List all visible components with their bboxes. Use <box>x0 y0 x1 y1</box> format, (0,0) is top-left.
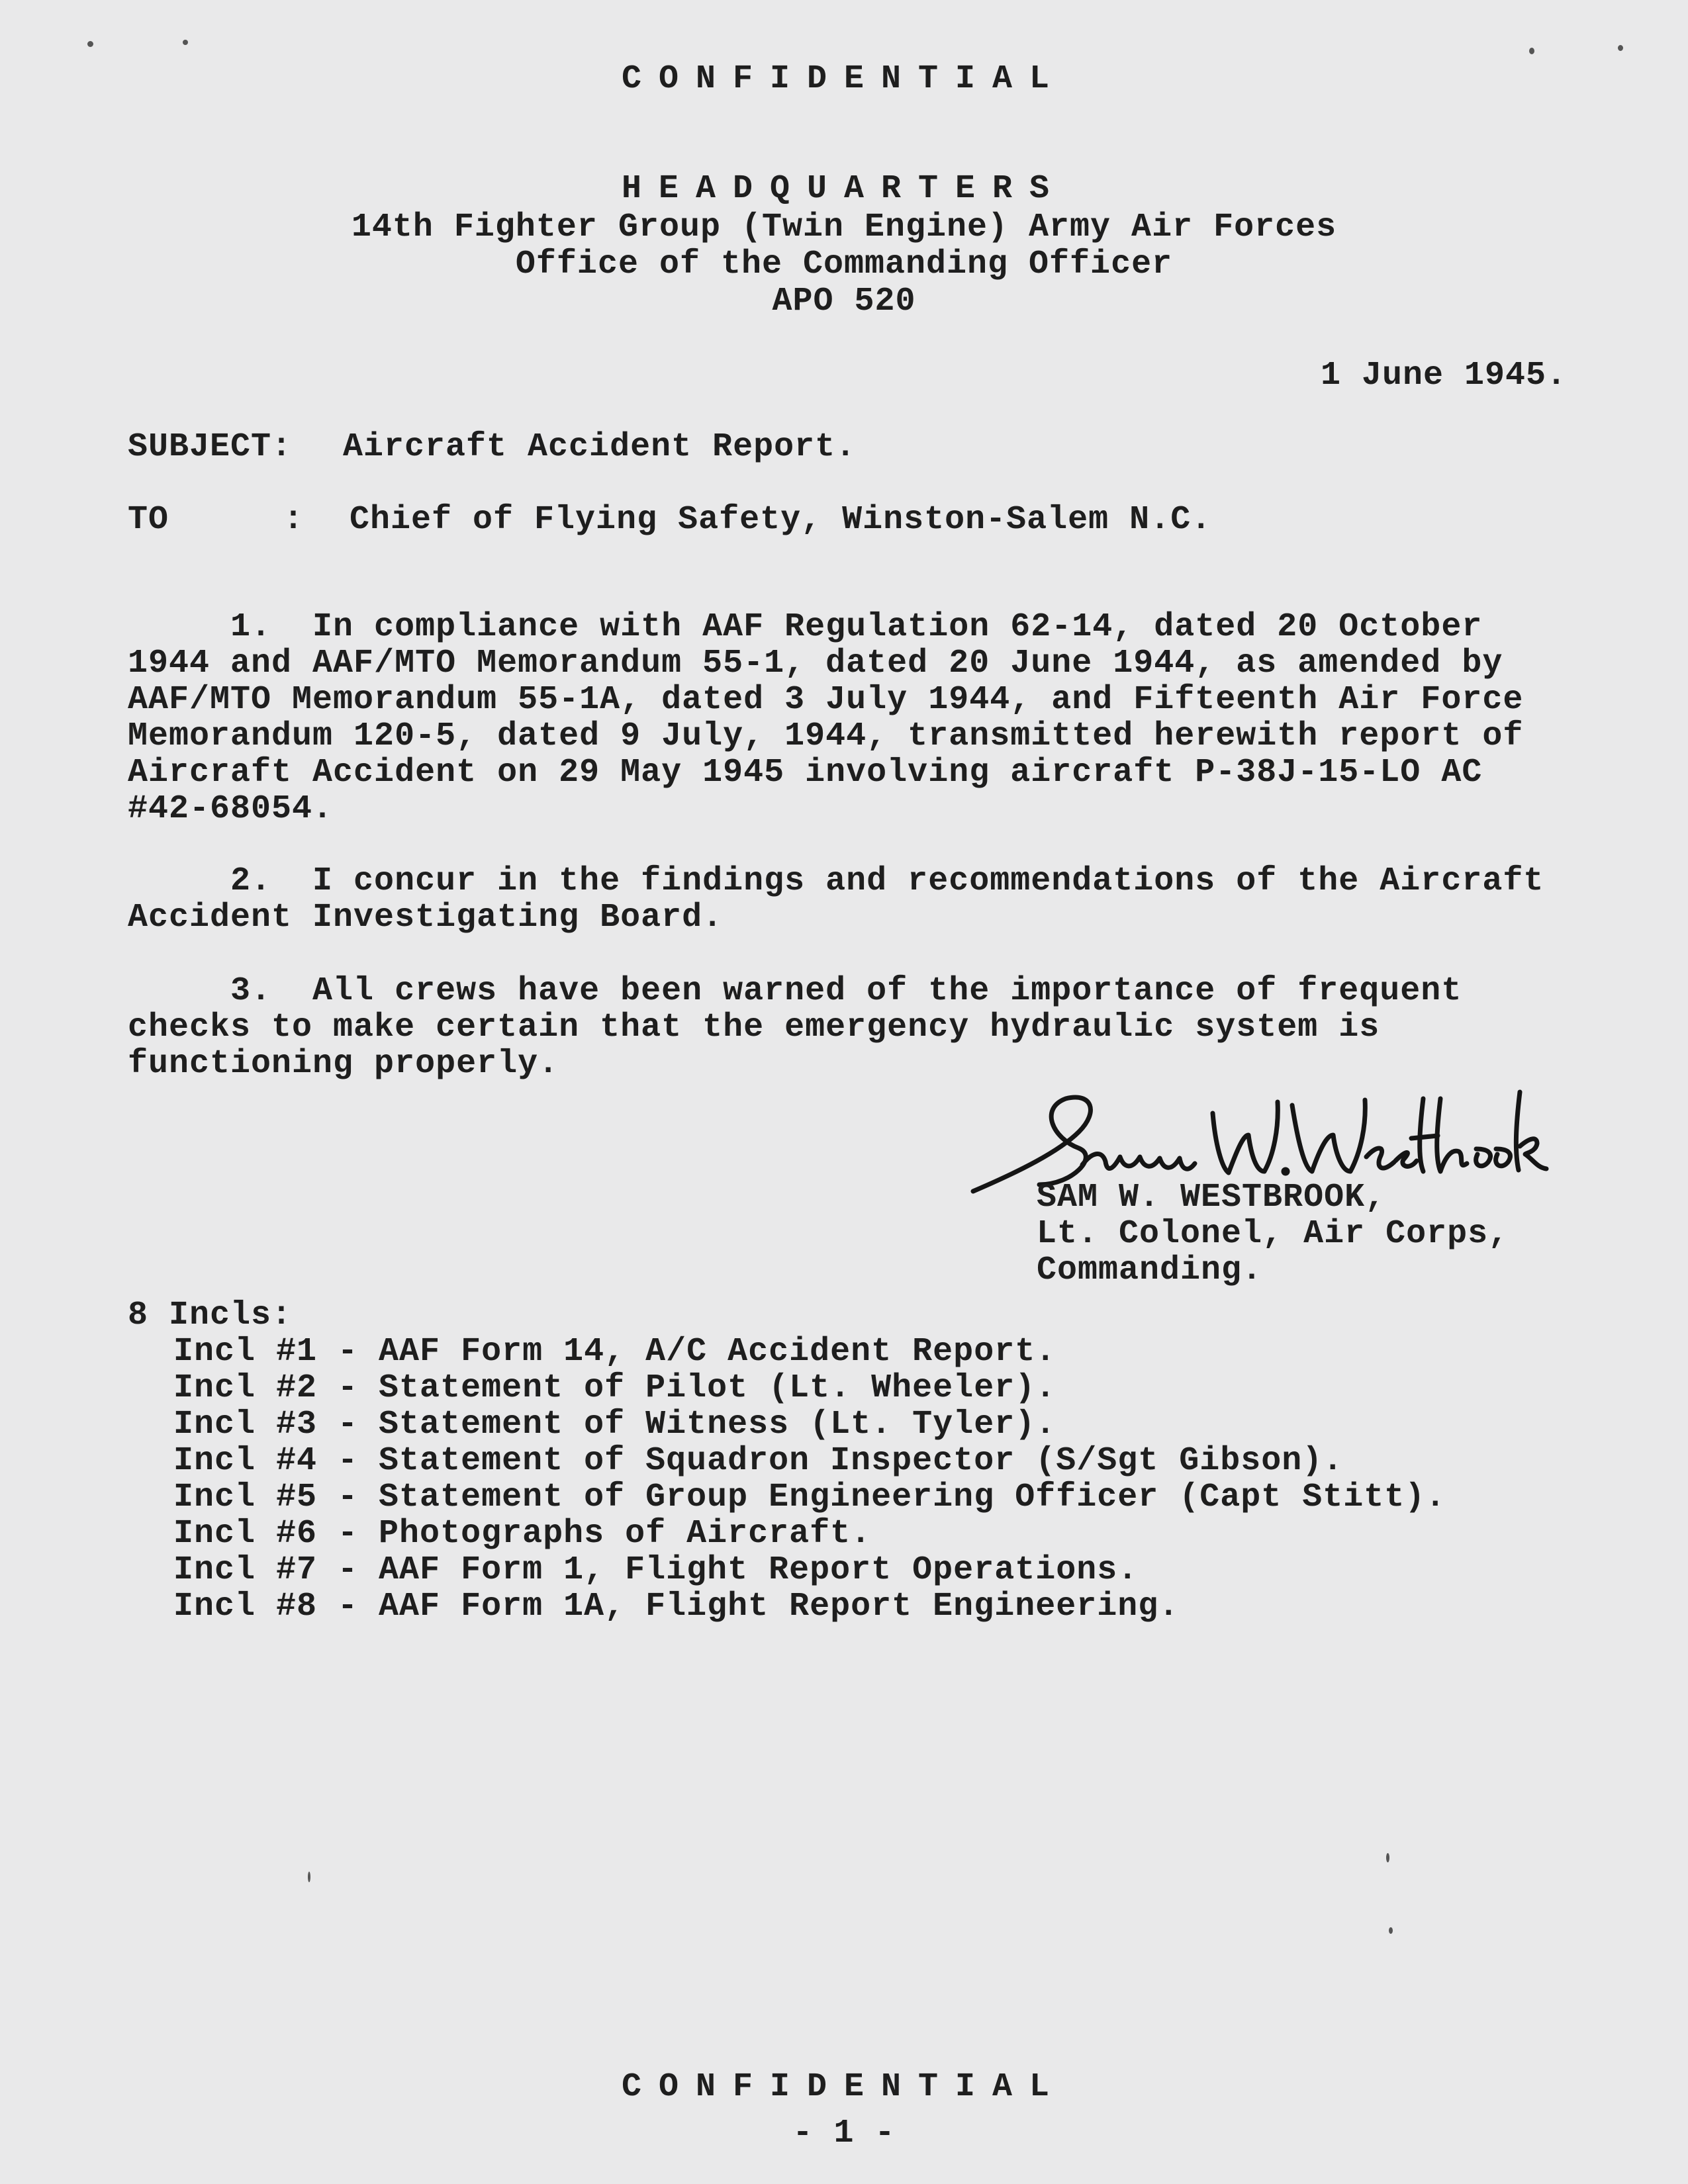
inclosure-item: Incl #5 - Statement of Group Engineering Officer (Capt Stitt). <box>173 1479 1446 1516</box>
paragraph-line: functioning properly. <box>128 1045 559 1083</box>
to-value: Chief of Flying Safety, Winston-Salem N.C. <box>350 501 1212 539</box>
paragraph-line: 3. All crews have been warned of the importance of frequent <box>128 972 1462 1010</box>
speck-mark <box>1529 48 1534 54</box>
header-office: Office of the Commanding Officer <box>515 246 1173 283</box>
paragraph-line: Memorandum 120-5, dated 9 July, 1944, transmitted herewith report of <box>128 717 1524 755</box>
inclosure-item: Incl #7 - AAF Form 1, Flight Report Operations. <box>173 1551 1139 1589</box>
paragraph-line: #42-68054. <box>128 790 334 828</box>
inclosure-item: Incl #3 - Statement of Witness (Lt. Tyler). <box>173 1406 1056 1443</box>
header-apo: APO 520 <box>772 283 916 320</box>
header-unit: 14th Fighter Group (Twin Engine) Army Air Forces <box>351 208 1337 246</box>
paragraph-line: AAF/MTO Memorandum 55-1A, dated 3 July 1944, and Fifteenth Air Force <box>128 681 1524 719</box>
subject-value: Aircraft Accident Report. <box>343 428 857 466</box>
inclosure-item: Incl #4 - Statement of Squadron Inspector (S/Sgt Gibson). <box>173 1442 1344 1480</box>
speck-mark <box>183 40 188 45</box>
inclosures-heading: 8 Incls: <box>128 1297 293 1334</box>
classification-top: CONFIDENTIAL <box>621 60 1067 98</box>
speck-mark <box>308 1872 310 1882</box>
paragraph-line: checks to make certain that the emergency hydraulic system is <box>128 1009 1380 1046</box>
inclosure-item: Incl #1 - AAF Form 14, A/C Accident Report. <box>173 1333 1056 1371</box>
classification-bottom: CONFIDENTIAL <box>621 2068 1067 2106</box>
paragraph-line: 1. In compliance with AAF Regulation 62-14, dated 20 October <box>128 608 1483 646</box>
paragraph-line: 1944 and AAF/MTO Memorandum 55-1, dated 20 June 1944, as amended by <box>128 645 1503 682</box>
to-colon: : <box>283 501 305 539</box>
speck-mark <box>1618 45 1623 51</box>
signatory-name: SAM W. WESTBROOK, <box>1037 1179 1386 1216</box>
signatory-role: Commanding. <box>1037 1251 1263 1289</box>
page-number: - 1 - <box>792 2115 896 2152</box>
paragraph-line: 2. I concur in the findings and recommendations of the Aircraft <box>128 862 1544 900</box>
header-title: HEADQUARTERS <box>621 170 1067 208</box>
paragraph-line: Accident Investigating Board. <box>128 899 724 936</box>
speck-mark <box>1386 1853 1389 1862</box>
to-label: TO <box>128 501 169 539</box>
inclosure-item: Incl #6 - Photographs of Aircraft. <box>173 1515 872 1553</box>
document-date: 1 June 1945. <box>1321 357 1568 394</box>
speck-mark <box>87 41 93 47</box>
paragraph-line: Aircraft Accident on 29 May 1945 involving aircraft P-38J-15-LO AC <box>128 754 1483 792</box>
inclosure-item: Incl #2 - Statement of Pilot (Lt. Wheeler). <box>173 1369 1056 1407</box>
subject-label: SUBJECT: <box>128 428 293 466</box>
inclosure-item: Incl #8 - AAF Form 1A, Flight Report Engineering. <box>173 1588 1180 1625</box>
speck-mark <box>1389 1927 1393 1934</box>
signatory-rank: Lt. Colonel, Air Corps, <box>1037 1215 1509 1253</box>
